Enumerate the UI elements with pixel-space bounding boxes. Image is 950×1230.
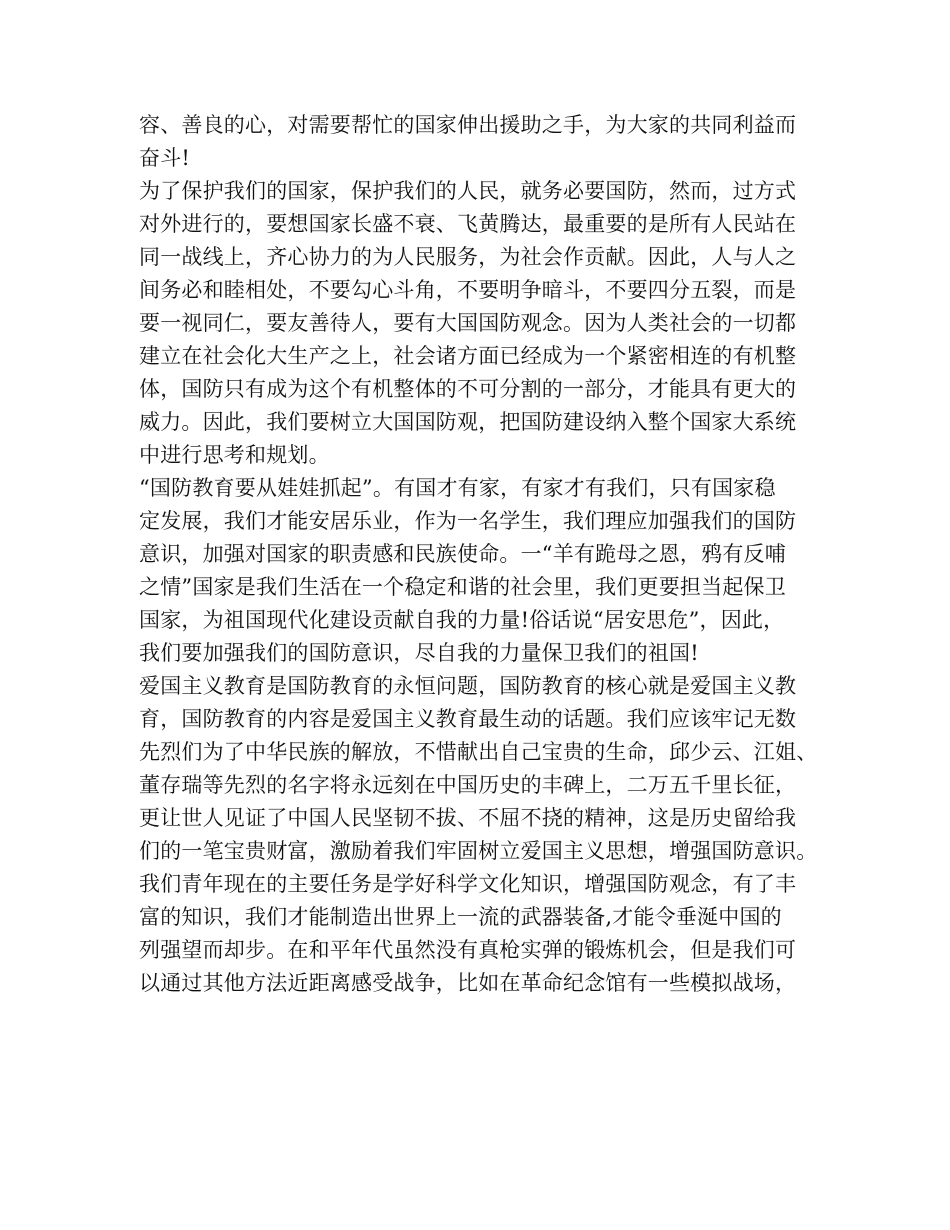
text-line: 定发展，我们才能安居乐业，作为一名学生，我们理应加强我们的国防 [139, 509, 797, 533]
text-line: 董存瑞等先烈的名字将永远刻在中国历史的丰碑上，二万五千里长征， [139, 773, 797, 797]
text-line: 育，国防教育的内容是爱国主义教育最生动的话题。我们应该牢记无数 [139, 707, 797, 731]
text-line: 意识，加强对国家的职责感和民族使命。一“羊有跪母之恩，鸦有反哺 [139, 542, 786, 566]
text-line: 以通过其他方法近距离感受战争，比如在革命纪念馆有一些模拟战场， [139, 971, 797, 995]
text-line: 更让世人见证了中国人民坚韧不拔、不屈不挠的精神，这是历史留给我 [139, 806, 797, 830]
text-line: 我们青年现在的主要任务是学好科学文化知识，增强国防观念，有了丰 [139, 872, 797, 896]
text-line: 列强望而却步。在和平年代虽然没有真枪实弹的锻炼机会，但是我们可 [139, 938, 797, 962]
text-line: 建立在社会化大生产之上，社会诸方面已经成为一个紧密相连的有机整 [139, 344, 797, 368]
text-line: “国防教育要从娃娃抓起”。有国才有家，有家才有我们，只有国家稳 [139, 476, 776, 500]
text-line: 们的一笔宝贵财富，激励着我们牢固树立爱国主义思想，增强国防意识。 [139, 839, 818, 863]
body-text [139, 109, 839, 1000]
text-line: 要一视同仁，要友善待人，要有大国国防观念。因为人类社会的一切都 [139, 311, 797, 335]
text-line: 容、善良的心，对需要帮忙的国家伸出援助之手，为大家的共同利益而 [139, 113, 797, 137]
text-line: 中进行思考和规划。 [139, 443, 330, 467]
text-line: 国家，为祖国现代化建设贡献自我的力量!俗话说“居安思危”，因此， [139, 608, 785, 632]
text-line: 对外进行的，要想国家长盛不衰、飞黄腾达，最重要的是所有人民站在 [139, 212, 797, 236]
text-line: 间务必和睦相处，不要勾心斗角，不要明争暗斗，不要四分五裂，而是 [139, 278, 797, 302]
text-line: 爱国主义教育是国防教育的永恒问题，国防教育的核心就是爱国主义教 [139, 674, 797, 698]
text-line: 我们要加强我们的国防意识，尽自我的力量保卫我们的祖国! [139, 641, 699, 665]
text-line: 之情”国家是我们生活在一个稳定和谐的社会里，我们更要担当起保卫 [139, 575, 786, 599]
text-line: 奋斗! [139, 146, 191, 170]
text-line: 同一战线上，齐心协力的为人民服务，为社会作贡献。因此，人与人之 [139, 245, 797, 269]
text-line: 先烈们为了中华民族的解放，不惜献出自己宝贵的生命，邱少云、江姐、 [139, 740, 818, 764]
text-line: 富的知识，我们才能制造出世界上一流的武器装备,才能令垂涎中国的 [139, 905, 782, 929]
text-line: 威力。因此，我们要树立大国国防观，把国防建设纳入整个国家大系统 [139, 410, 797, 434]
text-line: 体，国防只有成为这个有机整体的不可分割的一部分，才能具有更大的 [139, 377, 797, 401]
text-line: 为了保护我们的国家，保护我们的人民，就务必要国防，然而，过方式 [139, 179, 797, 203]
